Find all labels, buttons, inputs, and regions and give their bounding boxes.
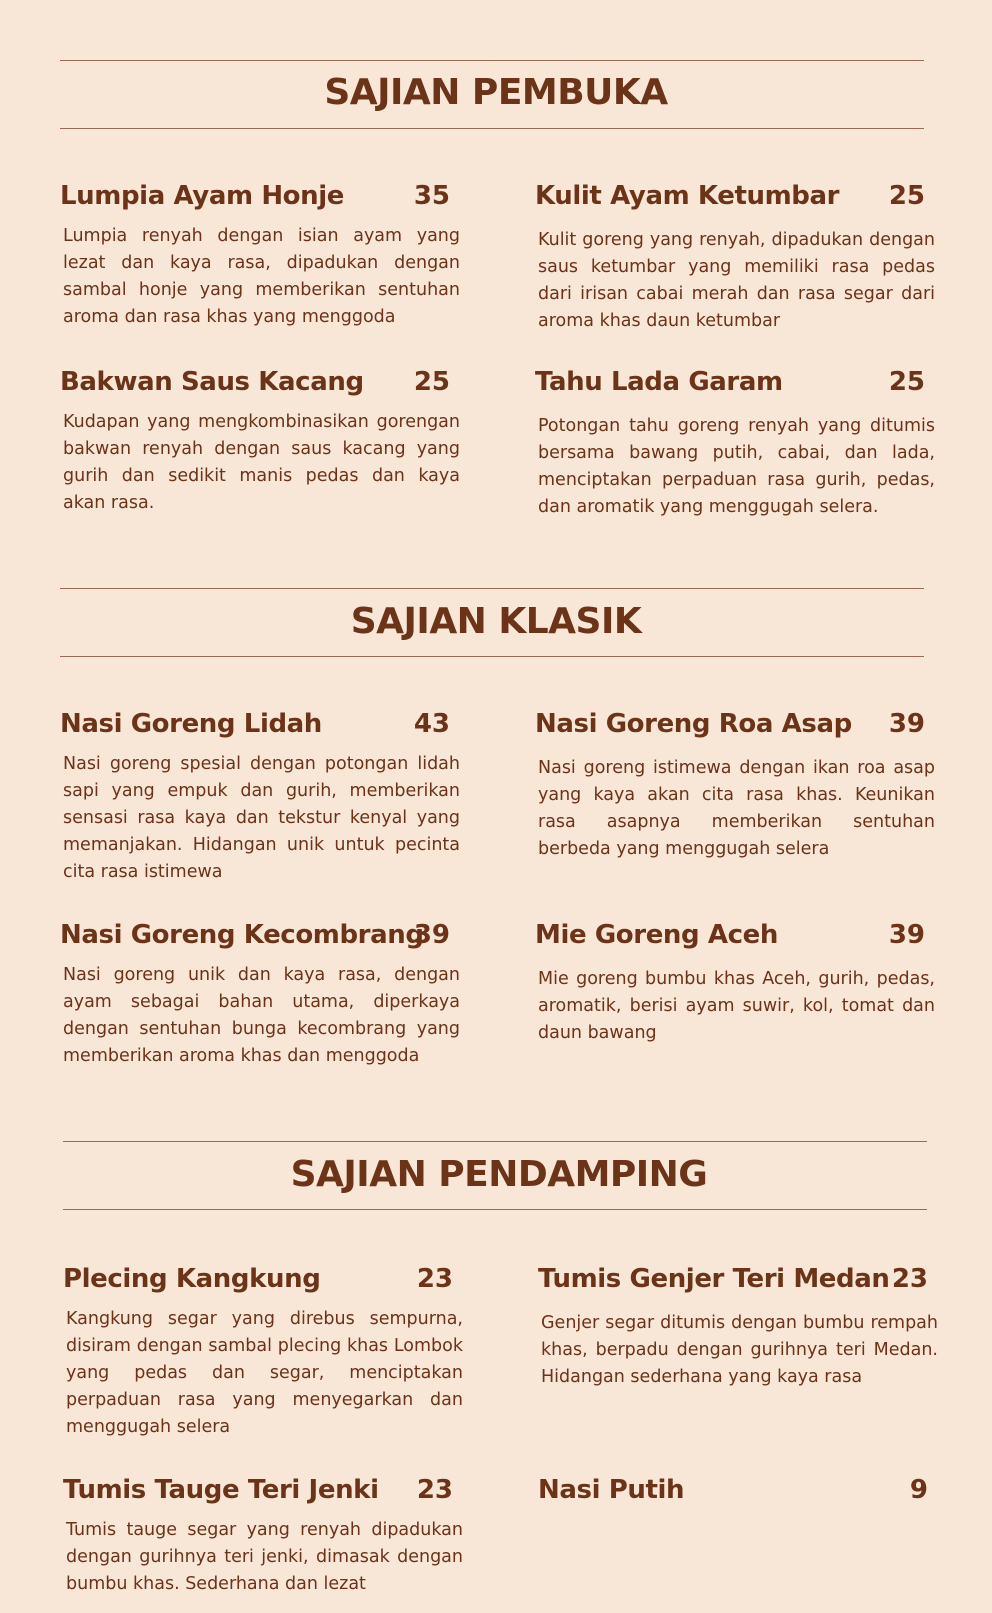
section-title: SAJIAN KLASIK [350, 601, 642, 642]
menu-item-price: 25 [413, 367, 450, 397]
menu-item-description: Genjer segar ditumis dengan bumbu rempah khas, berpadu dengan gurihnya teri Medan. Hidangan sederhana yang kaya rasa [541, 1313, 938, 1387]
menu-item-name: Plecing Kangkung [63, 1264, 321, 1294]
menu-item-description: Lumpia renyah dengan isian ayam yang lezat dan kaya rasa, dipadukan dengan sambal honje yang memberikan sentuhan aroma dan rasa khas yang menggoda [63, 226, 460, 327]
menu-item-price: 23 [416, 1475, 453, 1505]
menu-item-price: 23 [891, 1264, 928, 1294]
menu-item-name: Bakwan Saus Kacang [60, 367, 364, 397]
menu-item-price: 39 [888, 920, 925, 950]
menu-item-description: Mie goreng bumbu khas Aceh, gurih, pedas, aromatik, berisi ayam suwir, kol, tomat dan daun bawang [538, 969, 935, 1043]
section-bottom-divider [63, 1209, 927, 1210]
menu-item-name: Nasi Goreng Kecombrang [60, 920, 424, 950]
section-bottom-divider [60, 128, 924, 129]
menu-item-name: Tahu Lada Garam [535, 367, 783, 397]
section-top-divider [60, 60, 924, 61]
menu-item-price: 35 [413, 181, 450, 211]
menu-item-name: Mie Goreng Aceh [535, 920, 778, 950]
menu-item-name: Nasi Goreng Roa Asap [535, 709, 852, 739]
menu-item-price: 25 [888, 367, 925, 397]
menu-item-description: Nasi goreng unik dan kaya rasa, dengan ayam sebagai bahan utama, diperkaya dengan sentuhan bunga kecombrang yang memberikan aroma khas dan menggoda [63, 965, 460, 1066]
menu-item-price: 43 [413, 709, 450, 739]
menu-item-price: 9 [909, 1475, 928, 1505]
menu-item-name: Nasi Goreng Lidah [60, 709, 322, 739]
menu-item-description: Tumis tauge segar yang renyah dipadukan dengan gurihnya teri jenki, dimasak dengan bumbu khas. Sederhana dan lezat [66, 1520, 463, 1594]
menu-item-price: 25 [888, 181, 925, 211]
menu-item-price: 39 [413, 920, 450, 950]
section-title: SAJIAN PEMBUKA [324, 72, 668, 113]
section-bottom-divider [60, 656, 924, 657]
menu-item-name: Nasi Putih [538, 1475, 685, 1505]
menu-item-description: Nasi goreng spesial dengan potongan lidah sapi yang empuk dan gurih, memberikan sensasi rasa kaya dan tekstur kenyal yang memanjakan. Hidangan unik untuk pecinta cita rasa istimewa [63, 754, 460, 882]
section-title: SAJIAN PENDAMPING [290, 1154, 708, 1195]
menu-item-description: Kudapan yang mengkombinasikan gorengan bakwan renyah dengan saus kacang yang gurih dan sedikit manis pedas dan kaya akan rasa. [63, 412, 460, 513]
menu-item-name: Lumpia Ayam Honje [60, 181, 344, 211]
section-top-divider [60, 588, 924, 589]
menu-item-description: Potongan tahu goreng renyah yang ditumis bersama bawang putih, cabai, dan lada, menciptakan perpaduan rasa gurih, pedas, dan aromatik yang menggugah selera. [538, 416, 935, 517]
menu-item-price: 23 [416, 1264, 453, 1294]
menu-item-description: Kangkung segar yang direbus sempurna, disiram dengan sambal plecing khas Lombok yang pedas dan segar, menciptakan perpaduan rasa yang menyegarkan dan menggugah selera [66, 1309, 463, 1437]
menu-item-description: Nasi goreng istimewa dengan ikan roa asap yang kaya akan cita rasa khas. Keunikan rasa asapnya memberikan sentuhan berbeda yang menggugah selera [538, 758, 935, 859]
menu-item-price: 39 [888, 709, 925, 739]
menu-item-name: Tumis Tauge Teri Jenki [63, 1475, 379, 1505]
menu-item-name: Tumis Genjer Teri Medan [538, 1264, 890, 1294]
section-top-divider [63, 1141, 927, 1142]
menu-item-name: Kulit Ayam Ketumbar [535, 181, 840, 211]
menu-item-description: Kulit goreng yang renyah, dipadukan dengan saus ketumbar yang memiliki rasa pedas dari irisan cabai merah dan rasa segar dari aroma khas daun ketumbar [538, 230, 935, 331]
